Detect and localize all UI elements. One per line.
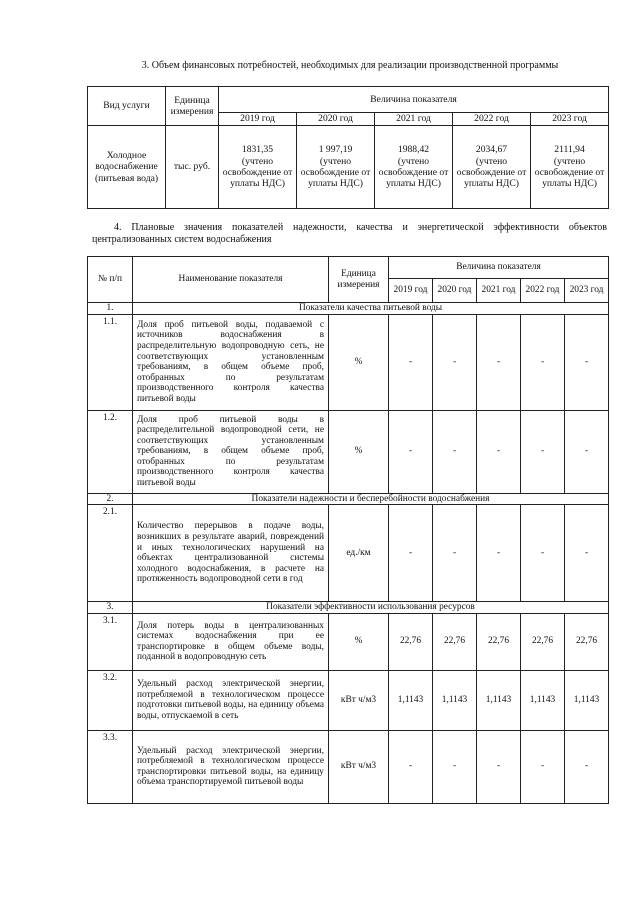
indicator-value: 22,76 (521, 613, 565, 670)
indicator-row (88, 613, 609, 670)
section3-heading: 3. Объем финансовых потребностей, необходимых для реализации производственной программы (141, 60, 559, 71)
indicator-value: - (433, 314, 477, 410)
indicator-number: 3.2. (88, 670, 133, 730)
indicator-value: - (565, 730, 609, 803)
indicator-value: 1,1143 (389, 670, 433, 730)
indicator-value: 1,1143 (433, 670, 477, 730)
value-cell (375, 126, 453, 209)
section-row (88, 303, 609, 315)
col-header-value: Величина показателя (389, 257, 609, 279)
year-header: 2021 год (375, 113, 453, 126)
vat-note: (учтено освобождение от уплаты НДС) (378, 155, 449, 190)
value-cell (219, 126, 297, 209)
col-header-unit: Единица измерения (166, 87, 219, 126)
section-number: 2. (88, 493, 133, 505)
indicator-number: 2.1. (88, 505, 133, 602)
indicator-value: 22,76 (433, 613, 477, 670)
col-header-num: № п/п (88, 257, 133, 303)
indicator-unit: ед./км (329, 505, 389, 602)
indicator-value: 1,1143 (477, 670, 521, 730)
indicator-name: Доля проб питьевой воды, подаваемой с источников водоснабжения в распределительную водопроводную сеть, не соответствующих установленным требованиям, в общем объеме проб, отобранных по результатам производственного контроля качества питьевой воды (133, 314, 329, 410)
indicator-value: - (433, 730, 477, 803)
value-cell (531, 126, 609, 209)
vat-note: (учтено освобождение от уплаты НДС) (300, 155, 371, 190)
indicator-value: - (477, 410, 521, 493)
indicator-name: Доля потерь воды в централизованных системах водоснабжения при ее транспортировке в общем объеме воды, поданной в водопроводную сеть (133, 613, 329, 670)
unit-cell: тыс. руб. (166, 126, 219, 209)
indicator-unit: кВт ч/м3 (329, 730, 389, 803)
indicator-value: - (433, 505, 477, 602)
indicator-row (88, 670, 609, 730)
vat-note: (учтено освобождение от уплаты НДС) (534, 155, 605, 190)
section-row (88, 602, 609, 614)
indicator-value: - (389, 730, 433, 803)
col-header-value: Величина показателя (219, 87, 609, 113)
indicator-row (88, 410, 609, 493)
section-row (88, 493, 609, 505)
indicator-row (88, 314, 609, 410)
value-amount: 1831,35 (241, 144, 274, 156)
value-amount: 1 997,19 (318, 144, 353, 156)
indicator-name: Количество перерывов в подаче воды, возникших в результате аварий, повреждений и иных технологических нарушений на объектах централизованной системы холодного водоснабжения, в расчете на протяженность водопроводной сети в год (133, 505, 329, 602)
indicator-value: - (521, 410, 565, 493)
financial-needs-table (87, 86, 609, 209)
col-header-service: Вид услуги (88, 87, 166, 126)
year-header: 2022 год (453, 113, 531, 126)
indicator-value: - (521, 314, 565, 410)
indicator-value: - (565, 314, 609, 410)
indicator-value: - (477, 505, 521, 602)
value-cell (453, 126, 531, 209)
indicator-number: 3.1. (88, 613, 133, 670)
indicator-value: - (521, 505, 565, 602)
col-header-name: Наименование показателя (133, 257, 329, 303)
indicator-value: - (433, 410, 477, 493)
indicator-value: - (389, 505, 433, 602)
indicator-name: Доля проб питьевой воды в распределительной водопроводной сети, не соответствующих установленным требованиям, в общем объеме проб, отобранных по результатам производственного контроля качества питьевой воды (133, 410, 329, 493)
year-header: 2020 год (297, 113, 375, 126)
value-amount: 2034,67 (475, 144, 508, 156)
section-title: Показатели эффективности использования ресурсов (133, 602, 609, 614)
indicator-value: - (565, 410, 609, 493)
value-amount: 2111,94 (554, 144, 585, 156)
section-title: Показатели качества питьевой воды (133, 303, 609, 315)
year-header: 2021 год (477, 279, 521, 303)
indicator-value: - (389, 410, 433, 493)
indicator-name: Удельный расход электрической энергии, потребляемой в технологическом процессе подготовки питьевой воды, на единицу объема воды, отпускаемой в сеть (133, 670, 329, 730)
section4-heading: 4. Плановые значения показателей надежности, качества и энергетической эффективности объектов централизованных систем водоснабжения (92, 222, 607, 245)
indicator-value: - (521, 730, 565, 803)
indicator-value: 1,1143 (521, 670, 565, 730)
indicator-number: 1.1. (88, 314, 133, 410)
indicator-name: Удельный расход электрической энергии, потребляемой в технологическом процессе транспортировки питьевой воды, на единицу объема транспортируемой питьевой воды (133, 730, 329, 803)
indicator-value: - (389, 314, 433, 410)
indicator-value: - (477, 730, 521, 803)
indicator-unit: % (329, 410, 389, 493)
col-header-unit: Единица измерения (329, 257, 389, 303)
indicator-value: 22,76 (389, 613, 433, 670)
value-cell (297, 126, 375, 209)
year-header: 2022 год (521, 279, 565, 303)
indicator-value: 22,76 (565, 613, 609, 670)
section-number: 1. (88, 303, 133, 315)
indicator-row (88, 730, 609, 803)
indicator-row (88, 505, 609, 602)
indicator-unit: % (329, 314, 389, 410)
indicator-unit: кВт ч/м3 (329, 670, 389, 730)
year-header: 2023 год (531, 113, 609, 126)
indicator-value: 1,1143 (565, 670, 609, 730)
indicator-number: 1.2. (88, 410, 133, 493)
indicator-number: 3.3. (88, 730, 133, 803)
indicator-value: 22,76 (477, 613, 521, 670)
year-header: 2019 год (219, 113, 297, 126)
section-number: 3. (88, 602, 133, 614)
section-title: Показатели надежности и бесперебойности водоснабжения (133, 493, 609, 505)
indicator-unit: % (329, 613, 389, 670)
year-header: 2023 год (565, 279, 609, 303)
indicator-value: - (477, 314, 521, 410)
value-amount: 1988,42 (397, 144, 430, 156)
indicator-value: - (565, 505, 609, 602)
vat-note: (учтено освобождение от уплаты НДС) (222, 155, 293, 190)
indicators-table (87, 256, 609, 804)
year-header: 2019 год (389, 279, 433, 303)
year-header: 2020 год (433, 279, 477, 303)
vat-note: (учтено освобождение от уплаты НДС) (456, 155, 527, 190)
service-cell: Холодное водоснабжение (питьевая вода) (88, 126, 166, 209)
